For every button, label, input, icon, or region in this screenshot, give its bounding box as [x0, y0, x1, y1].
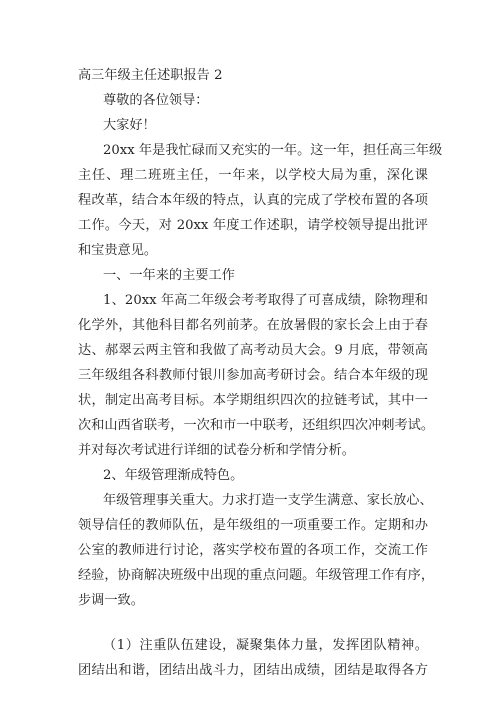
- section-heading: 2、年级管理渐成特色。: [103, 468, 244, 483]
- paragraph-line: 步调一致。: [78, 593, 144, 608]
- paragraph-line: 年级管理事关重大。力求打造一支学生满意、家长放心、: [103, 493, 433, 508]
- paragraph-line: 三年级组各科教师付银川参加高考研讨会。结合本年级的现: [78, 368, 428, 383]
- greeting-line: 大家好！: [103, 118, 156, 133]
- paragraph-line: 化学外，其他科目都名列前茅。在放暑假的家长会上由于春: [78, 318, 428, 333]
- paragraph-line: 次和山西省联考，一次和市一中联考，还组织四次冲刺考试。: [78, 418, 435, 433]
- paragraph-line: （1）注重队伍建设，凝聚集体力量，发挥团队精神。: [103, 638, 428, 653]
- paragraph-line: 工作。今天，对 20xx 年度工作述职，请学校领导提出批评: [78, 218, 428, 233]
- document-title: 高三年级主任述职报告 2: [78, 68, 223, 83]
- paragraph-line: 状，制定出高考目标。本学期组织四次的拉链考试，其中一: [78, 393, 428, 408]
- section-heading: 一、一年来的主要工作: [103, 268, 235, 283]
- paragraph-line: 20xx 年是我忙碌而又充实的一年。这一年，担任高三年级: [103, 143, 443, 158]
- paragraph-line: 程改革，结合本年级的特点，认真的完成了学校布置的各项: [78, 193, 428, 208]
- paragraph-line: 经验，协商解决班级中出现的重点问题。年级管理工作有序，: [78, 568, 435, 583]
- salutation-line: 尊敬的各位领导：: [103, 93, 209, 108]
- paragraph-line: 领导信任的教师队伍，是年级组的一项重要工作。定期和办: [78, 518, 428, 533]
- paragraph-line: 主任、理二班班主任，一年来，以学校大局为重，深化课: [78, 168, 428, 183]
- paragraph-line: 团结出和谐，团结出战斗力，团结出成绩，团结是取得各方: [78, 663, 428, 678]
- paragraph-line: 达、郝翠云两主管和我做了高考动员大会。9 月底，带领高: [78, 343, 428, 358]
- paragraph-line: 和宝贵意见。: [78, 243, 158, 258]
- paragraph-line: 并对每次考试进行详细的试卷分析和学情分析。: [78, 443, 355, 458]
- paragraph-line: 1、20xx 年高二年级会考考取得了可喜成绩，除物理和: [103, 293, 428, 308]
- paragraph-line: 公室的教师进行讨论，落实学校布置的各项工作，交流工作: [78, 543, 428, 558]
